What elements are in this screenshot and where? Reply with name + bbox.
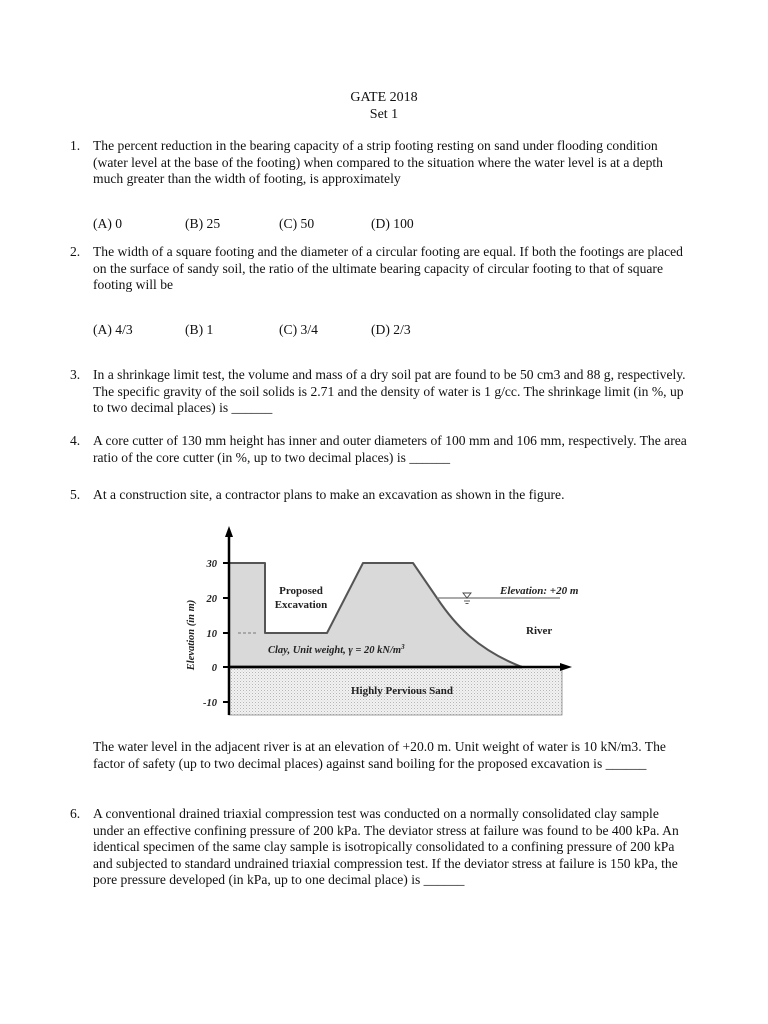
y-tick-20: 20 <box>206 594 217 605</box>
exam-title: GATE 2018 <box>350 90 418 105</box>
question-6 <box>70 806 690 889</box>
river-label: River <box>526 625 553 637</box>
question-text: The percent reduction in the bearing capacity of a strip footing resting on sand under flooding condition (water level at the base of the footing) when compared to the situation where the water level is at a depth much greater than the width of footing, is approximately <box>93 138 663 187</box>
question-number: 1. <box>70 138 81 153</box>
sand-label: Highly Pervious Sand <box>350 685 454 697</box>
option-a: (A) 0 <box>93 216 123 231</box>
question-number: 5. <box>70 487 81 502</box>
y-tick-10: 10 <box>206 629 217 640</box>
question-number: 3. <box>70 367 81 382</box>
clay-label: Clay, Unit weight, γ = 20 kN/m <box>268 645 402 656</box>
question-number: 6. <box>70 806 81 821</box>
excavation-label-2: Excavation <box>274 599 328 611</box>
question-text: At a construction site, a contractor plans to make an excavation as shown in the figure. <box>93 487 565 502</box>
question-text: The width of a square footing and the diameter of a circular footing are equal. If both the footings are placed on the surface of sandy soil, the ratio of the ultimate bearing capacity of circular footing to that of square footing will be <box>93 244 683 293</box>
option-d: (D) 2/3 <box>371 322 411 337</box>
question-number: 2. <box>70 244 81 259</box>
option-d: (D) 100 <box>371 216 414 231</box>
option-b: (B) 1 <box>185 322 214 337</box>
excavation-label-1: Proposed <box>279 585 323 597</box>
y-tick-minus10: -10 <box>203 698 217 709</box>
option-c: (C) 3/4 <box>279 322 318 337</box>
question-text: In a shrinkage limit test, the volume and mass of a dry soil pat are found to be 50 cm3 and 88 g, respectively. The specific gravity of the soil solids is 2.71 and the density of water is 1 g/cc. The shrinkage limit (in %, up to two decimal places) is ______ <box>93 367 686 416</box>
y-tick-0: 0 <box>211 663 217 674</box>
water-elevation-label: Elevation: +20 m <box>500 585 579 597</box>
option-c: (C) 50 <box>279 216 315 231</box>
y-axis-label: Elevation (in m) <box>186 599 197 671</box>
y-tick-30: 30 <box>206 559 217 570</box>
question-number: 4. <box>70 433 81 448</box>
svg-text:Clay, Unit weight, γ = 20 kN/ <box>268 643 405 656</box>
question-text: A conventional drained triaxial compression test was conducted on a normally consolidated clay sample under an effective confining pressure of 200 kPa. The deviator stress at failure was found to be 400 kPa. An identical specimen of the same clay sample is isotropically consolidated to a confining pressure of 200 kPa and subjected to standard undrained triaxial compression test. If the deviator stress at failure is 150 kPa, the pore pressure developed (in kPa, up to one decimal place) is ______ <box>93 806 679 888</box>
clay-label-superscript: 3 <box>401 643 405 651</box>
option-b: (B) 25 <box>185 216 221 231</box>
question-5-followup: The water level in the adjacent river is at an elevation of +20.0 m. Unit weight of water is 10 kN/m3. The factor of safety (up to two decimal places) against sand boiling for the proposed excavation is ______ <box>93 739 666 771</box>
y-axis-arrow-icon <box>225 526 233 537</box>
x-axis-arrow-icon <box>560 663 572 671</box>
exam-set: Set 1 <box>369 107 399 122</box>
option-a: (A) 4/3 <box>93 322 133 337</box>
question-text: A core cutter of 130 mm height has inner and outer diameters of 100 mm and 106 mm, respectively. The area ratio of the core cutter (in %, up to two decimal places) is ______ <box>93 433 687 465</box>
